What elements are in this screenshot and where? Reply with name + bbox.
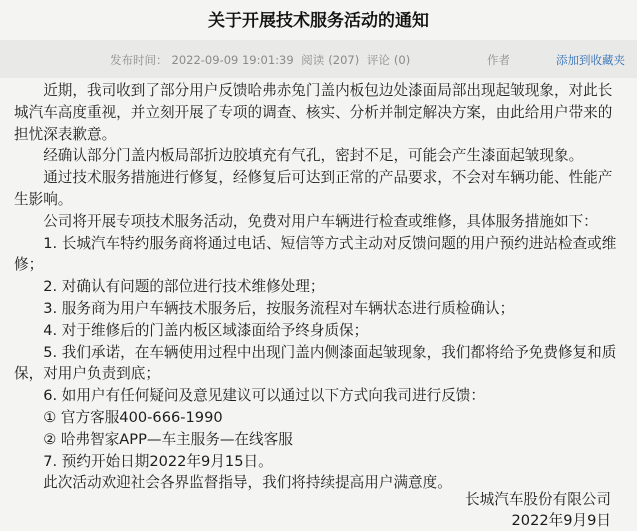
- comment-count: (0): [393, 53, 411, 67]
- publish-time: 2022-09-09 19:01:39: [171, 53, 294, 67]
- signature-company: 长城汽车股份有限公司: [465, 491, 611, 508]
- list-item: 5. 我们承诺，在车辆使用过程中出现门盖内侧漆面起皱现象，我们都将给予免费修复和质保，对用户负责到底；: [14, 343, 617, 383]
- paragraph: 近期，我司收到了部分用户反馈哈弗赤兔门盖内板包边处漆面局部出现起皱现象，对此长城汽车高度重视，并立刻开展了专项的调查、核实、分析并制定解决方案，由此给用户带来的担忧深表歉意。: [14, 82, 613, 143]
- comment-label: 评论: [366, 53, 390, 67]
- article-title: 关于开展技术服务活动的通知: [208, 11, 429, 31]
- article-meta-info: [110, 52, 414, 68]
- list-item: 4. 对于维修后的门盖内板区域漆面给予终身质保；: [43, 321, 369, 339]
- list-item: 6. 如用户有任何疑问及意见建议可以通过以下方式向我司进行反馈：: [43, 387, 485, 405]
- publish-label: 发布时间：: [110, 53, 168, 67]
- signature-block: [465, 489, 611, 531]
- signature-date: 2022年9月9日: [511, 512, 611, 529]
- list-item: ② 哈弗智家APP—车主服务—在线客服: [43, 430, 293, 448]
- list-item: 1. 长城汽车特约服务商将通过电话、短信等方式主动对反馈问题的用户预约进站检查或维修；: [14, 234, 617, 274]
- closing-paragraph: 此次活动欢迎社会各界监督指导，我们将持续提高用户满意度。: [43, 474, 452, 492]
- read-count: (207): [328, 53, 360, 67]
- paragraph: 通过技术服务措施进行修复，经修复后可达到正常的产品要求，不会对车辆功能、性能产生影响。: [14, 169, 613, 208]
- list-item: 7. 预约开始日期2022年9月15日。: [43, 452, 273, 470]
- paragraph: 公司将开展专项技术服务活动，免费对用户车辆进行检查或维修，具体服务措施如下：: [43, 212, 598, 230]
- paragraph: 经确认部分门盖内板局部折边胶填充有气孔，密封不足，可能会产生漆面起皱现象。: [43, 147, 584, 165]
- article-body: [14, 80, 626, 494]
- author-label: 作者: [487, 53, 510, 67]
- article-meta-bar: [0, 40, 637, 78]
- list-item: ① 官方客服400-666-1990: [43, 408, 223, 426]
- add-to-favorites-link[interactable]: 添加到收藏夹: [556, 53, 625, 67]
- list-item: 2. 对确认有问题的部位进行技术维修处理；: [43, 278, 325, 296]
- read-label: 阅读: [301, 53, 325, 67]
- list-item: 3. 服务商为用户车辆技术服务后，按服务流程对车辆状态进行质检确认；: [43, 299, 515, 317]
